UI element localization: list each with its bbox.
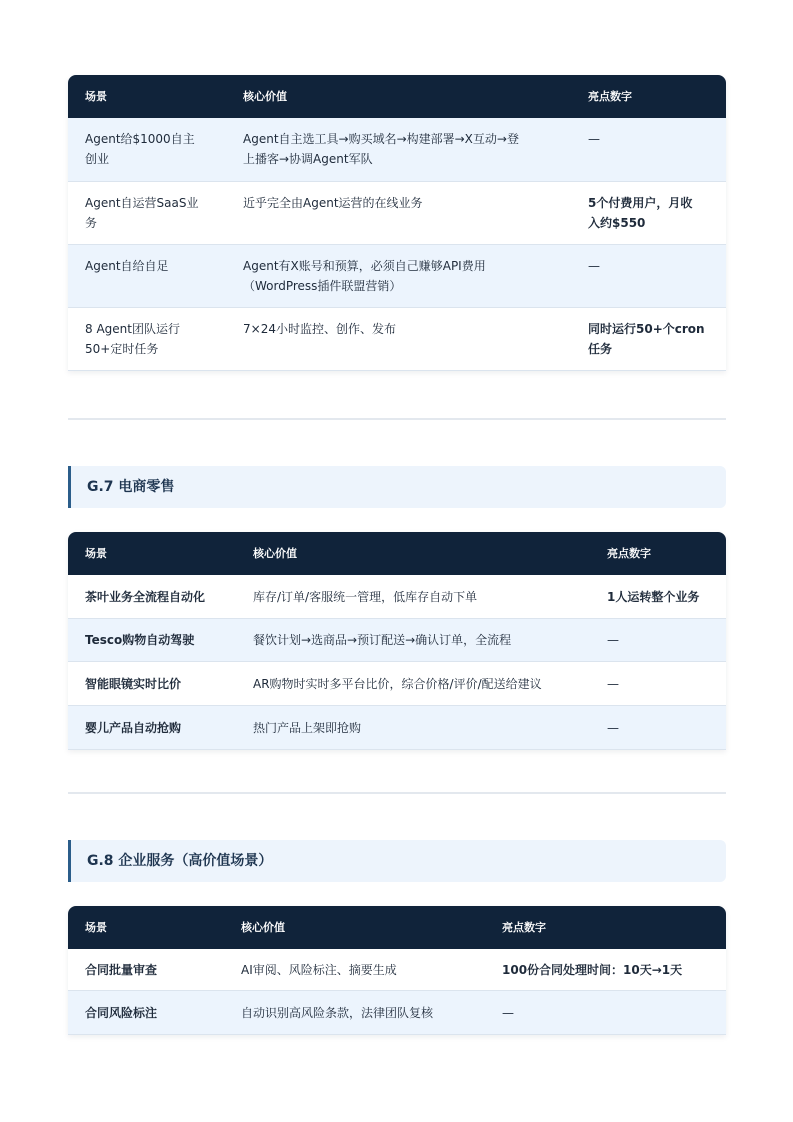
table-row <box>68 118 726 182</box>
section-divider <box>68 418 726 420</box>
header-core-value: 核心价值 <box>253 547 297 560</box>
cell-highlight: 同时运行50+个cron 任务 <box>588 322 705 356</box>
table-row <box>68 991 726 1035</box>
cell-scene: 智能眼镜实时比价 <box>85 676 182 691</box>
cell-highlight: — <box>588 132 600 146</box>
cell-highlight: — <box>607 720 619 735</box>
section-heading-g7: G.7 电商零售 <box>68 466 726 508</box>
cell-highlight: — <box>588 259 600 273</box>
cell-value: AR购物时实时多平台比价，综合价格/评价/配送给建议 <box>253 676 542 691</box>
cell-value: Agent自主选工具→购买域名→构建部署→X互动→登 上播客→协调Agent军队 <box>243 132 519 166</box>
cell-scene: Agent自运营SaaS业 务 <box>85 196 199 230</box>
table-row <box>68 245 726 308</box>
cell-highlight: — <box>607 633 619 647</box>
table-row <box>68 182 726 245</box>
cell-value: 库存/订单/客服统一管理，低库存自动下单 <box>253 589 478 604</box>
table-header <box>68 906 726 949</box>
cell-scene: 合同风险标注 <box>85 1005 158 1020</box>
table-row <box>68 308 726 371</box>
table-agent-cases <box>68 75 726 371</box>
cell-value: 热门产品上架即抢购 <box>253 720 362 735</box>
header-highlight: 亮点数字 <box>588 90 632 103</box>
header-highlight: 亮点数字 <box>502 921 546 934</box>
header-core-value: 核心价值 <box>241 921 285 934</box>
cell-highlight: — <box>607 676 619 691</box>
cell-scene: 茶叶业务全流程自动化 <box>85 589 206 604</box>
cell-value: 7×24小时监控、创作、发布 <box>243 322 396 336</box>
cell-value: 餐饮计划→选商品→预订配送→确认订单，全流程 <box>253 633 512 647</box>
cell-scene: Agent给$1000自主 创业 <box>85 132 195 166</box>
cell-highlight: 1人运转整个业务 <box>607 589 700 604</box>
header-scene: 场景 <box>85 90 107 103</box>
cell-scene: Tesco购物自动驾驶 <box>85 633 195 647</box>
cell-scene: Agent自给自足 <box>85 259 169 273</box>
cell-highlight: 5个付费用户，月收 入约$550 <box>588 196 693 230</box>
table-row <box>68 706 726 750</box>
cell-scene: 合同批量审查 <box>85 962 158 977</box>
table-row <box>68 949 726 991</box>
table-row <box>68 619 726 662</box>
cell-value: 自动识别高风险条款，法律团队复核 <box>241 1005 434 1020</box>
cell-scene: 8 Agent团队运行 50+定时任务 <box>85 322 180 356</box>
header-scene: 场景 <box>85 921 107 934</box>
table-row <box>68 662 726 706</box>
cell-value: 近乎完全由Agent运营的在线业务 <box>243 196 423 210</box>
cell-value: AI审阅、风险标注、摘要生成 <box>241 962 397 977</box>
section-heading-g8: G.8 企业服务（高价值场景） <box>68 840 726 882</box>
section-divider <box>68 792 726 794</box>
header-highlight: 亮点数字 <box>607 547 651 560</box>
table-enterprise <box>68 906 726 1035</box>
cell-highlight: — <box>502 1005 514 1020</box>
header-scene: 场景 <box>85 547 107 560</box>
cell-value: Agent有X账号和预算，必须自己赚够API费用 （WordPress插件联盟营销） <box>243 259 486 293</box>
header-core-value: 核心价值 <box>243 90 287 103</box>
table-row <box>68 575 726 619</box>
table-ecommerce <box>68 532 726 750</box>
cell-highlight: 100份合同处理时间：10天→1天 <box>502 962 683 977</box>
table-header <box>68 532 726 575</box>
cell-scene: 婴儿产品自动抢购 <box>85 720 182 735</box>
table-header <box>68 75 726 118</box>
